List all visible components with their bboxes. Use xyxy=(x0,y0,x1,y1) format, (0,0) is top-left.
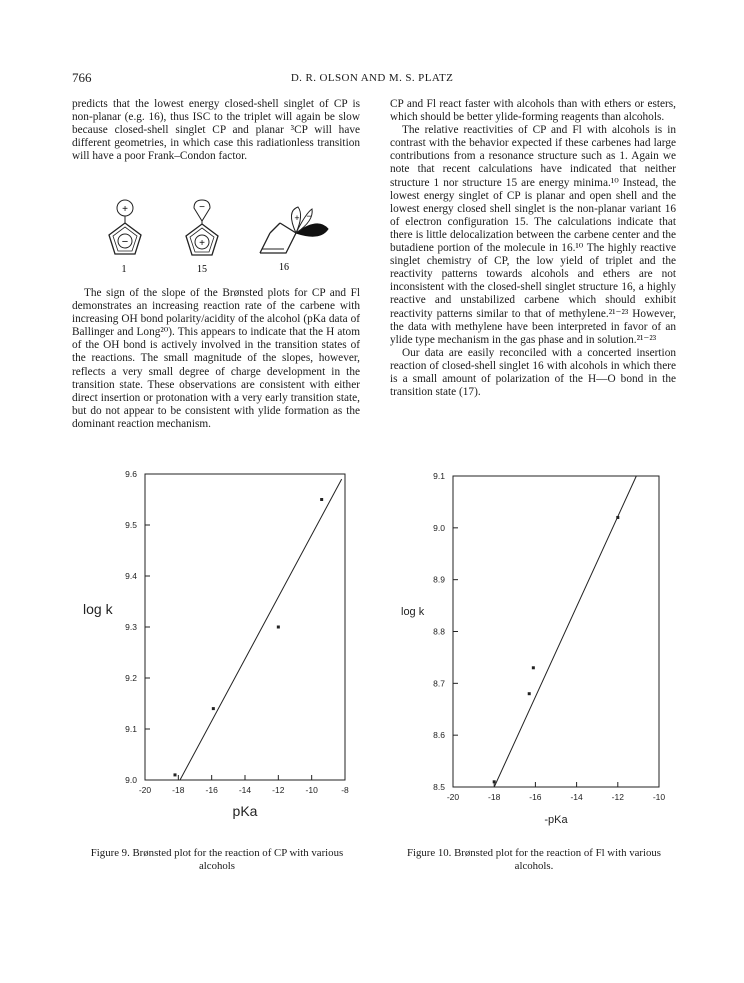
figure-10-caption: Figure 10. Brønsted plot for the reaction of Fl with various alcohols. xyxy=(407,847,661,872)
y-axis-label: log k xyxy=(401,606,425,618)
figure-10-chart xyxy=(395,462,685,832)
x-tick-label: -10 xyxy=(305,785,318,795)
y-tick-label: 8.5 xyxy=(433,782,445,792)
structure-label-1: 1 xyxy=(121,264,127,275)
chemical-structures xyxy=(90,195,360,275)
x-tick-label: -10 xyxy=(652,792,666,802)
left-column-bottom xyxy=(72,287,360,431)
x-axis-label: pKa xyxy=(232,803,258,819)
y-tick-label: 9.1 xyxy=(433,471,445,481)
x-tick-label: -18 xyxy=(488,792,501,802)
structure-16 xyxy=(260,207,328,253)
x-tick-label: -20 xyxy=(138,785,152,795)
y-axis-label: log k xyxy=(83,601,113,617)
y-tick-label: 9.4 xyxy=(125,571,137,581)
y-tick-label: 9.0 xyxy=(125,775,137,785)
y-tick-label: 9.5 xyxy=(125,520,137,530)
data-point xyxy=(532,666,535,669)
page-number: 766 xyxy=(72,70,92,85)
structure-1 xyxy=(109,200,141,254)
x-tick-label: -16 xyxy=(529,792,542,802)
structure-label-15: 15 xyxy=(197,264,207,275)
data-point xyxy=(616,516,619,519)
y-tick-label: 8.8 xyxy=(433,626,445,637)
right-para-3: Our data are easily reconciled with a concerted insertion reaction of closed-shell singlet 16 with alcohols in which there is a small amount of polarization of the H—O bond in the transition state (17). xyxy=(390,346,676,399)
plot-frame xyxy=(145,474,345,780)
left-para-1: predicts that the lowest energy closed-shell singlet of CP is non-planar (e.g. 16), thus ISC to the triplet will again be slow because closed-shell singlet CP and planar ³CP will have different geometries, in which case this radiationless transition will have a poor Frank–Condon factor. xyxy=(72,98,360,163)
left-para-2: The sign of the slope of the Brønsted plots for CP and Fl demonstrates an increasing reaction rate of the carbene with increasing OH bond polarity/acidity of the alcohol (pKa data of Ballinger and Long²⁰). This appears to indicate that the H atom of the OH bond is actively involved in the transition states of the reactions. The small magnitude of the slopes, however, reflects a very small degree of charge development in the transition state. These observations are consistent with either direct insertion or protonation with a very early transition state, but do not appear to be consistent with ylide formation as the dominant reaction mechanism. xyxy=(72,287,360,430)
x-tick-label: -20 xyxy=(446,792,460,802)
data-point xyxy=(493,780,496,783)
y-tick-label: 8.9 xyxy=(433,574,445,585)
right-para-2: The relative reactivities of CP and Fl with alcohols is in contrast with the behavior expected if these carbenes had large contributions from a resonance structure such as 1. Again we note that recent calculations have indicated that neither structure 1 nor structure 15 are energy minima.¹⁰ Instead, the lowest energy singlet of CP is planar and open shell and the lowest energy closed shell singlet is the non-planar variant 16 of electron configuration 15. The calculations indicate that there is little delocalization between the carbene center and the butadiene portion of the molecule in 16.¹⁰ The highly reactive singlet chemistry of CP, the low yield of triplet and the reactivity patterns towards alcohols and ethers are not inconsistent with the closed-shell singlet structure 16, a highly reactive and unstabilized carbene which should exhibit reactivity patterns similar to that of methylene.²¹⁻²³ However, the data with methylene have been interpreted in favor of an ylide type mechanism in the gas phase and in solution.²¹⁻²³ xyxy=(390,124,676,346)
data-point xyxy=(277,626,280,629)
y-tick-label: 9.2 xyxy=(125,673,137,683)
charge-minus-label: − xyxy=(121,236,129,248)
x-tick-label: -12 xyxy=(611,792,624,802)
x-tick-label: -18 xyxy=(172,785,185,795)
y-tick-label: 8.7 xyxy=(433,678,445,689)
data-point xyxy=(174,773,177,776)
x-tick-label: -14 xyxy=(570,792,583,802)
fit-line xyxy=(494,476,636,787)
y-tick-label: 9.3 xyxy=(125,622,137,632)
charge-plus-label: + xyxy=(199,238,205,249)
charge-plus-label: + xyxy=(294,213,300,223)
figure-9-chart xyxy=(75,462,365,832)
y-tick-label: 9.0 xyxy=(433,522,445,533)
figure-9-caption: Figure 9. Brønsted plot for the reaction of CP with various alcohols xyxy=(90,847,344,872)
fit-line xyxy=(180,479,342,780)
charge-minus-label: − xyxy=(306,211,312,221)
x-tick-label: -8 xyxy=(341,785,349,795)
right-para-1: CP and Fl react faster with alcohols than with ethers or esters, which should be better ylide-forming reagents than alcohols. xyxy=(390,98,676,124)
structure-15 xyxy=(186,200,218,255)
data-point xyxy=(528,692,531,695)
y-tick-label: 9.6 xyxy=(125,469,137,479)
x-tick-label: -12 xyxy=(272,785,285,795)
x-tick-label: -16 xyxy=(205,785,218,795)
left-column-top xyxy=(72,98,360,163)
right-column xyxy=(390,98,676,399)
plot-frame xyxy=(453,476,659,787)
y-tick-label: 9.1 xyxy=(125,724,137,734)
structure-label-16: 16 xyxy=(279,262,289,273)
x-axis-label: -pKa xyxy=(544,814,568,826)
charge-minus-label: − xyxy=(199,202,205,213)
data-point xyxy=(212,707,215,710)
data-point xyxy=(320,498,323,501)
charge-plus-label: + xyxy=(122,204,128,215)
y-tick-label: 8.6 xyxy=(433,730,445,741)
x-tick-label: -14 xyxy=(238,785,252,795)
running-header: D. R. OLSON AND M. S. PLATZ xyxy=(290,72,454,84)
